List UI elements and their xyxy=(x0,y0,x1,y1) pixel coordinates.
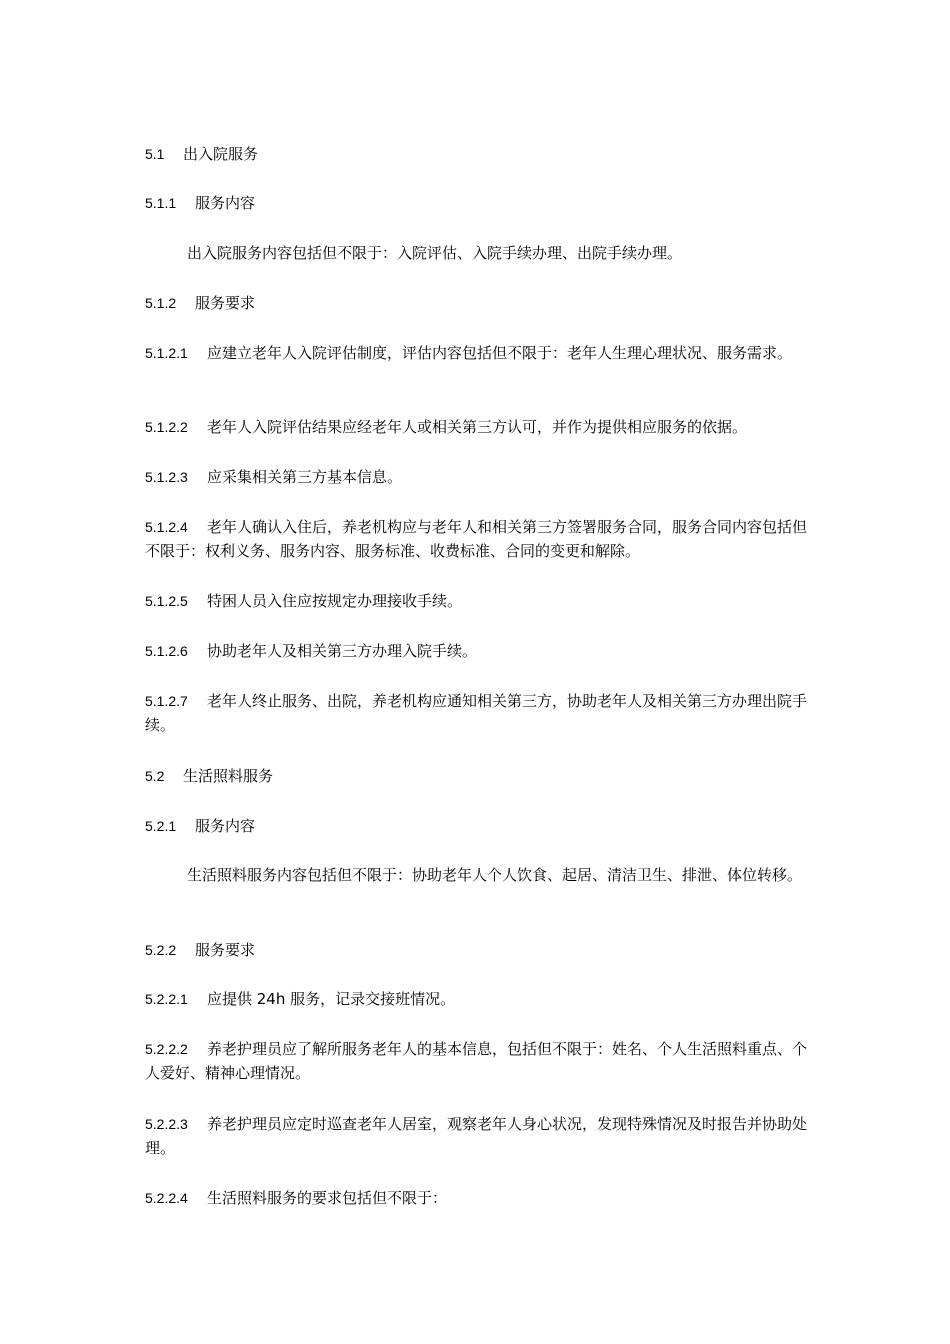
section-title: 服务内容 xyxy=(195,194,256,212)
clause-number: 5.1.2.1 xyxy=(145,345,188,361)
section-number: 5.1.1 xyxy=(145,195,177,211)
clause-text: 应采集相关第三方基本信息。 xyxy=(207,468,403,486)
clause-number: 5.2.2.4 xyxy=(145,1190,188,1206)
clause-number: 5.2.2.1 xyxy=(145,991,188,1007)
clause-number: 5.2.2.3 xyxy=(145,1116,188,1132)
clause-text: 应提供 24h 服务，记录交接班情况。 xyxy=(207,990,456,1008)
section-heading-5-1 xyxy=(145,142,810,166)
clause-text: 应建立老年人入院评估制度，评估内容包括但不限于：老年人生理心理状况、服务需求。 xyxy=(207,344,793,362)
body-paragraph xyxy=(145,241,810,265)
paragraph-text: 生活照料服务内容包括但不限于：协助老年人个人饮食、起居、清洁卫生、排泄、体位转移。 xyxy=(187,866,803,884)
section-number: 5.1 xyxy=(145,146,165,162)
clause-5-1-2-2 xyxy=(145,415,810,439)
clause-text: 养老护理员应了解所服务老年人的基本信息，包括但不限于：姓名、个人生活照料重点、个人爱好、精神心理情况。 xyxy=(145,1040,808,1082)
section-number: 5.2.1 xyxy=(145,818,177,834)
clause-5-2-2-2 xyxy=(145,1037,810,1085)
clause-number: 5.1.2.3 xyxy=(145,469,188,485)
clause-5-2-2-1 xyxy=(145,987,810,1011)
clause-number: 5.1.2.2 xyxy=(145,419,188,435)
clause-5-2-2-3 xyxy=(145,1112,810,1160)
clause-text: 协助老年人及相关第三方办理入院手续。 xyxy=(207,642,478,660)
section-heading-5-2-1 xyxy=(145,814,810,838)
section-title: 出入院服务 xyxy=(183,145,259,163)
clause-5-1-2-5 xyxy=(145,589,810,613)
clause-number: 5.1.2.7 xyxy=(145,693,188,709)
body-paragraph xyxy=(145,863,810,887)
section-number: 5.2 xyxy=(145,768,165,784)
clause-5-1-2-1 xyxy=(145,341,810,365)
clause-text: 特困人员入住应按规定办理接收手续。 xyxy=(207,592,463,610)
paragraph-text: 出入院服务内容包括但不限于：入院评估、入院手续办理、出院手续办理。 xyxy=(187,244,683,262)
section-heading-5-1-1 xyxy=(145,191,810,215)
clause-5-1-2-3 xyxy=(145,465,810,489)
section-number: 5.1.2 xyxy=(145,295,177,311)
clause-number: 5.1.2.4 xyxy=(145,519,188,535)
clause-text: 老年人终止服务、出院，养老机构应通知相关第三方，协助老年人及相关第三方办理出院手续。 xyxy=(145,692,808,734)
clause-number: 5.2.2.2 xyxy=(145,1041,188,1057)
section-heading-5-2 xyxy=(145,764,810,788)
section-title: 服务要求 xyxy=(195,941,256,959)
section-title: 服务要求 xyxy=(195,294,256,312)
clause-text: 老年人确认入住后，养老机构应与老年人和相关第三方签署服务合同，服务合同内容包括但不限于：权利义务、服务内容、服务标准、收费标准、合同的变更和解除。 xyxy=(145,518,808,560)
section-title: 生活照料服务 xyxy=(183,767,274,785)
clause-number: 5.1.2.5 xyxy=(145,593,188,609)
clause-5-1-2-4 xyxy=(145,515,810,563)
clause-text: 老年人入院评估结果应经老年人或相关第三方认可，并作为提供相应服务的依据。 xyxy=(207,418,748,436)
clause-text: 生活照料服务的要求包括但不限于： xyxy=(207,1189,448,1207)
clause-text: 养老护理员应定时巡查老年人居室，观察老年人身心状况，发现特殊情况及时报告并协助处理。 xyxy=(145,1115,808,1157)
clause-5-1-2-7 xyxy=(145,689,810,737)
section-number: 5.2.2 xyxy=(145,942,177,958)
clause-5-2-2-4 xyxy=(145,1186,810,1210)
section-title: 服务内容 xyxy=(195,817,256,835)
clause-number: 5.1.2.6 xyxy=(145,643,188,659)
section-heading-5-1-2 xyxy=(145,291,810,315)
clause-5-1-2-6 xyxy=(145,639,810,663)
section-heading-5-2-2 xyxy=(145,938,810,962)
